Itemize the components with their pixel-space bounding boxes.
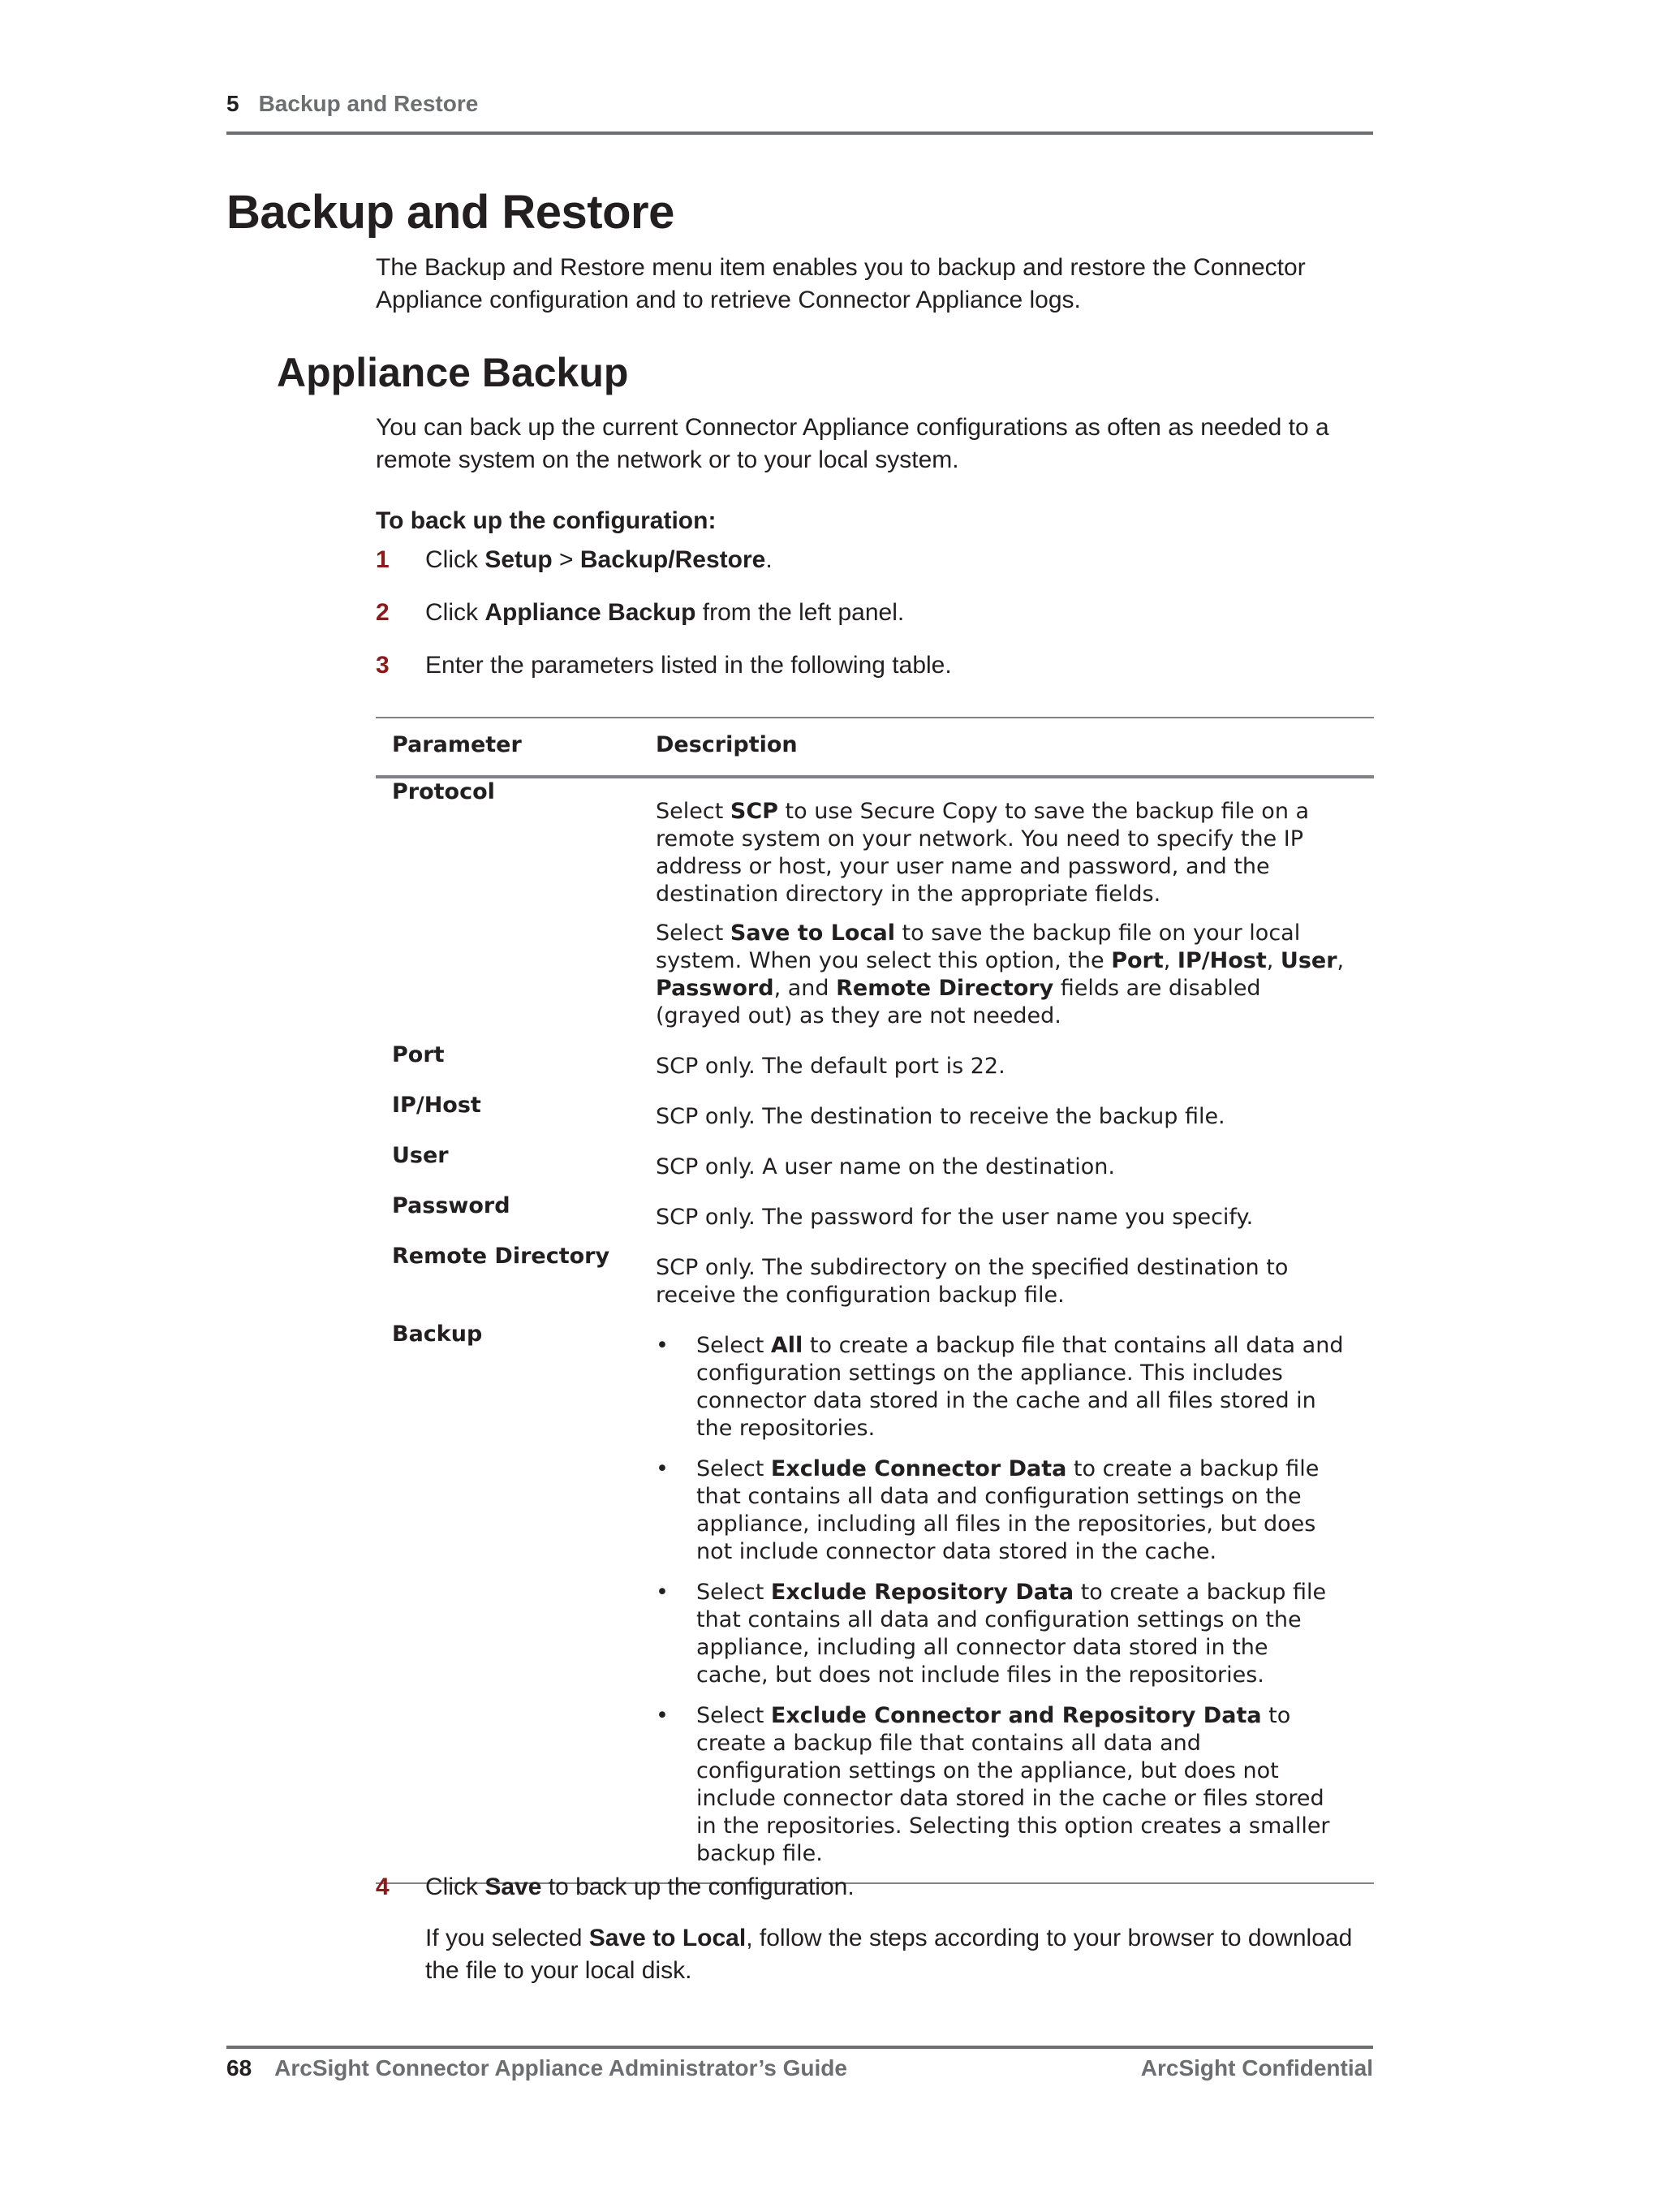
step-text: If you selected	[425, 1925, 589, 1951]
step-number: 4	[376, 1874, 390, 1900]
step-text: Click	[425, 1874, 485, 1900]
parameter-table	[376, 717, 1374, 1884]
running-header	[226, 91, 1373, 135]
table-header-parameter: Parameter	[392, 732, 522, 757]
step-bold: Appliance Backup	[484, 599, 696, 626]
table-header-row	[376, 718, 1374, 778]
bullet-icon: •	[656, 1580, 669, 1605]
procedure-heading: To back up the configuration:	[376, 507, 717, 534]
desc-bold: Exclude Connector Data	[770, 1456, 1067, 1481]
desc-text: Select	[696, 1703, 771, 1728]
desc-bold: Remote Directory	[836, 976, 1054, 1001]
param-description	[656, 1103, 1346, 1131]
bullet-icon: •	[656, 1703, 669, 1728]
desc-bold: Password	[656, 976, 774, 1001]
step-text: Click	[425, 599, 485, 626]
step-text: to back up the configuration.	[541, 1874, 855, 1900]
desc-text: to save the backup file on your local system. When you select this option, the	[656, 921, 1301, 973]
desc-text: fields are disabled (grayed out) as they are not needed.	[656, 976, 1261, 1028]
intro-paragraph: The Backup and Restore menu item enables you to backup and restore the Connector Appliance configuration and to retrieve Connector Appliance logs.	[376, 254, 1306, 313]
param-name: Backup	[392, 1322, 483, 1347]
step-number: 3	[376, 652, 390, 679]
param-name: User	[392, 1143, 449, 1168]
bullet-icon: •	[656, 1456, 669, 1481]
desc-text: SCP only. The password for the user name you specify.	[656, 1205, 1254, 1230]
desc-bold: IP/Host	[1177, 948, 1267, 973]
desc-text: SCP only. The destination to receive the backup file.	[656, 1104, 1225, 1129]
step-text: Click	[425, 546, 485, 573]
step-number: 1	[376, 546, 390, 573]
table-header-description: Description	[656, 732, 798, 757]
confidential-label: ArcSight Confidential	[1140, 2055, 1373, 2080]
desc-text: SCP only. The subdirectory on the specified destination to receive the configuration backup file.	[656, 1255, 1289, 1308]
param-name: Remote Directory	[392, 1244, 610, 1269]
bullet-item	[656, 1579, 1346, 1689]
step-text: >	[552, 546, 580, 573]
param-name: Protocol	[392, 779, 495, 804]
section-heading: Appliance Backup	[277, 350, 629, 395]
step-text: , follow the steps according to your browser to download the file to your local disk.	[425, 1925, 1353, 1984]
param-description	[656, 1153, 1346, 1181]
desc-bold: Exclude Connector and Repository Data	[770, 1703, 1262, 1728]
param-name: Password	[392, 1193, 510, 1218]
step-bold: Save to Local	[588, 1925, 747, 1951]
table-row	[376, 1321, 1374, 1884]
desc-text: ,	[1163, 948, 1178, 973]
param-description	[656, 798, 1346, 1030]
step-text: Enter the parameters listed in the following table.	[425, 652, 952, 679]
desc-text: to use Secure Copy to save the backup file on a remote system on your network. You need to specify the IP address or host, your user name and password, and the destination directory in the appropriate fields.	[656, 799, 1310, 907]
param-description	[656, 1332, 1346, 1868]
desc-bold: Exclude Repository Data	[770, 1580, 1074, 1605]
desc-bold: User	[1280, 948, 1337, 973]
table-row	[376, 1142, 1374, 1181]
desc-text: to create a backup file that contains all data and configuration settings on the appliance, including all files in the repositories, but does not include connector data stored in the cache.	[696, 1456, 1320, 1564]
desc-text: SCP only. The default port is 22.	[656, 1054, 1005, 1079]
step-bold: Setup	[484, 546, 553, 573]
param-description	[656, 1204, 1346, 1231]
table-row	[376, 1192, 1374, 1231]
table-row	[376, 1092, 1374, 1131]
step-number: 2	[376, 599, 390, 626]
desc-bold: All	[770, 1333, 803, 1358]
guide-title: ArcSight Connector Appliance Administrator’s Guide	[274, 2055, 847, 2080]
bullet-item	[656, 1455, 1346, 1566]
table-row	[376, 778, 1374, 1030]
desc-bold: Save to Local	[730, 921, 895, 946]
param-description	[656, 1254, 1346, 1309]
bullet-item	[656, 1702, 1346, 1868]
step-bold: Save	[484, 1874, 542, 1900]
chapter-title: Backup and Restore	[258, 91, 479, 116]
desc-text: Select	[696, 1333, 771, 1358]
desc-text: , and	[773, 976, 837, 1001]
param-description	[656, 1053, 1346, 1080]
desc-bold: Port	[1111, 948, 1164, 973]
step-bold: Backup/Restore	[579, 546, 766, 573]
desc-text: ,	[1266, 948, 1281, 973]
bullet-icon: •	[656, 1333, 669, 1358]
desc-text: to create a backup file that contains all data and configuration settings on the appliance. This includes connector data stored in the cache and all files stored in the repositories.	[696, 1333, 1344, 1441]
desc-text: to create a backup file that contains all data and configuration settings on the appliance, but does not include connector data stored in the cache or files stored in the repositories. Selecting this option creates a smaller backup file.	[696, 1703, 1330, 1866]
step-text: .	[765, 546, 773, 573]
chapter-number: 5	[226, 91, 239, 116]
desc-text: SCP only. A user name on the destination.	[656, 1154, 1115, 1179]
table-row	[376, 1041, 1374, 1080]
desc-text: Select	[696, 1456, 771, 1481]
desc-text: Select	[656, 921, 730, 946]
desc-text: ,	[1337, 948, 1345, 973]
param-name: IP/Host	[392, 1093, 481, 1118]
param-name: Port	[392, 1042, 445, 1067]
section-paragraph: You can back up the current Connector Appliance configurations as often as needed to a remote system on the network or to your local system.	[376, 414, 1329, 473]
desc-text: to create a backup file that contains all data and configuration settings on the appliance, including all connector data stored in the cache, but does not include files in the repositories.	[696, 1580, 1327, 1688]
desc-text: Select	[696, 1580, 771, 1605]
desc-bold: SCP	[730, 799, 778, 824]
bullet-item	[656, 1332, 1346, 1442]
desc-text: Select	[656, 799, 730, 824]
table-row	[376, 1243, 1374, 1309]
step-text: from the left panel.	[695, 599, 905, 626]
running-footer	[226, 2046, 1373, 2093]
page-number: 68	[226, 2055, 252, 2080]
page-title: Backup and Restore	[226, 186, 674, 239]
